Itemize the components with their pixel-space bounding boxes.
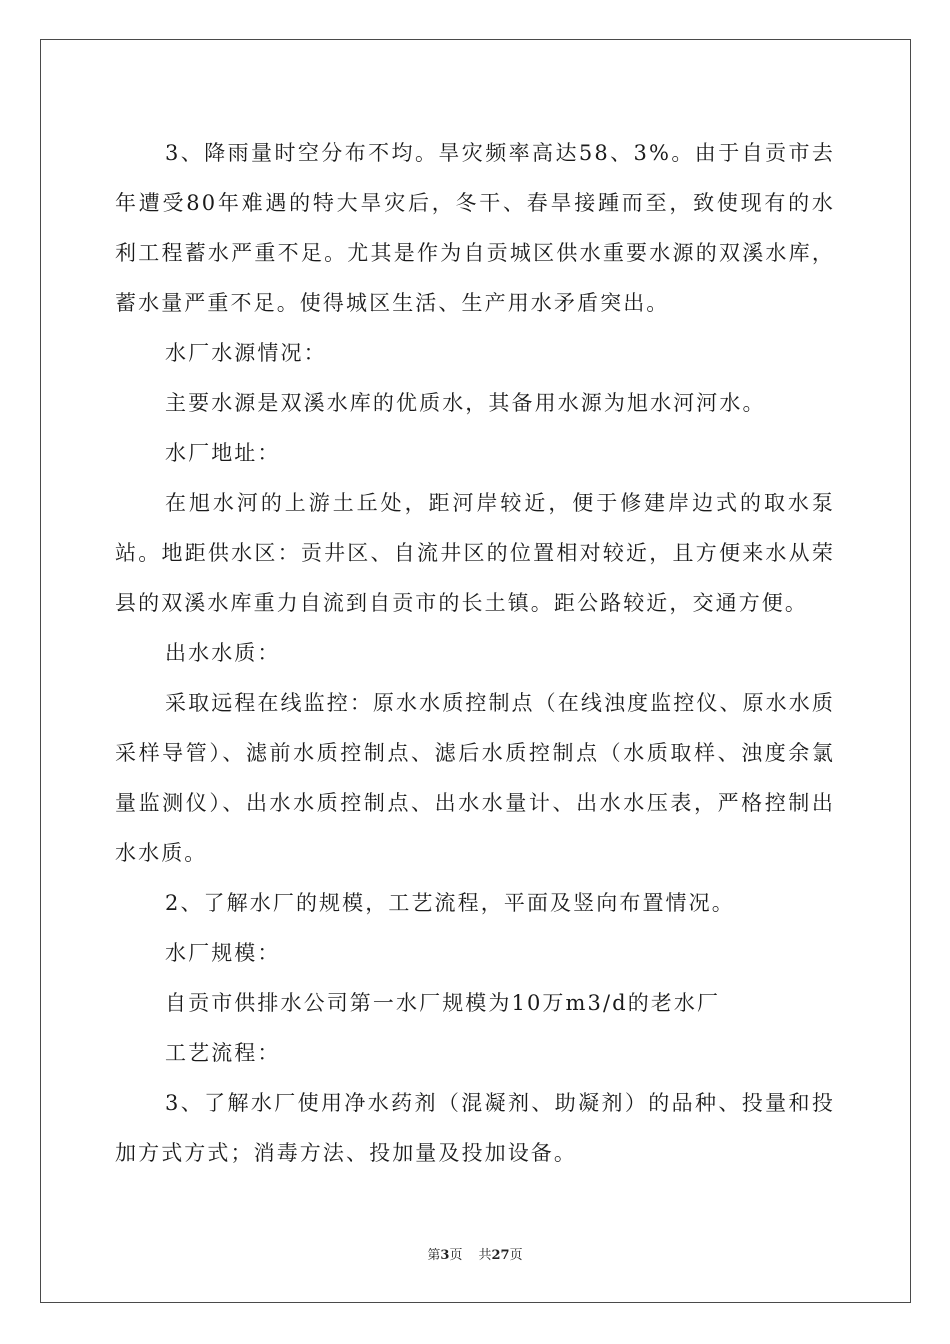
heading-plant-address: 水厂地址： — [165, 441, 281, 465]
paragraph-water-source: 主要水源是双溪水库的优质水，其备用水源为旭水河河水。 — [165, 391, 766, 415]
document-body — [115, 128, 835, 1178]
paragraph-drought: 3、降雨量时空分布不均。旱灾频率高达58、3%。由于自贡市去年遭受80年难遇的特大旱灾后，冬干、春旱接踵而至，致使现有的水利工程蓄水严重不足。尤其是作为自贡城区供水重要水源的双溪水库，蓄水量严重不足。使得城区生活、生产用水矛盾突出。 — [115, 141, 835, 315]
page-prefix: 第 — [427, 1248, 441, 1263]
page-label — [427, 1244, 462, 1263]
paragraph-plant-scale-intro: 2、了解水厂的规模，工艺流程，平面及竖向布置情况。 — [165, 891, 735, 915]
page-footer — [0, 1244, 950, 1263]
heading-water-source: 水厂水源情况： — [165, 341, 327, 365]
paragraph-plant-address: 在旭水河的上游土丘处，距河岸较近，便于修建岸边式的取水泵站。地距供水区：贡井区、自流井区的位置相对较近，且方便来水从荣县的双溪水库重力自流到自贡市的长土镇。距公路较近，交通方便。 — [115, 491, 835, 615]
paragraph-chemicals: 3、了解水厂使用净水药剂（混凝剂、助凝剂）的品种、投量和投加方式方式；消毒方法、投加量及投加设备。 — [115, 1091, 835, 1165]
paragraph-outlet-quality: 采取远程在线监控：原水水质控制点（在线浊度监控仪、原水水质采样导管）、滤前水质控制点、滤后水质控制点（水质取样、浊度余氯量监测仪）、出水水质控制点、出水水量计、出水水压表，严格控制出水水质。 — [115, 691, 835, 865]
total-prefix: 共 — [478, 1248, 492, 1263]
total-label — [478, 1244, 522, 1263]
total-number: 27 — [491, 1248, 510, 1263]
heading-outlet-quality: 出水水质： — [165, 641, 281, 665]
heading-process-flow: 工艺流程： — [165, 1041, 281, 1065]
total-suffix: 页 — [509, 1248, 523, 1263]
paragraph-plant-scale: 自贡市供排水公司第一水厂规模为10万m3/d的老水厂 — [165, 991, 721, 1015]
heading-plant-scale: 水厂规模： — [165, 941, 281, 965]
page-number: 3 — [440, 1248, 450, 1263]
page-suffix: 页 — [449, 1248, 463, 1263]
